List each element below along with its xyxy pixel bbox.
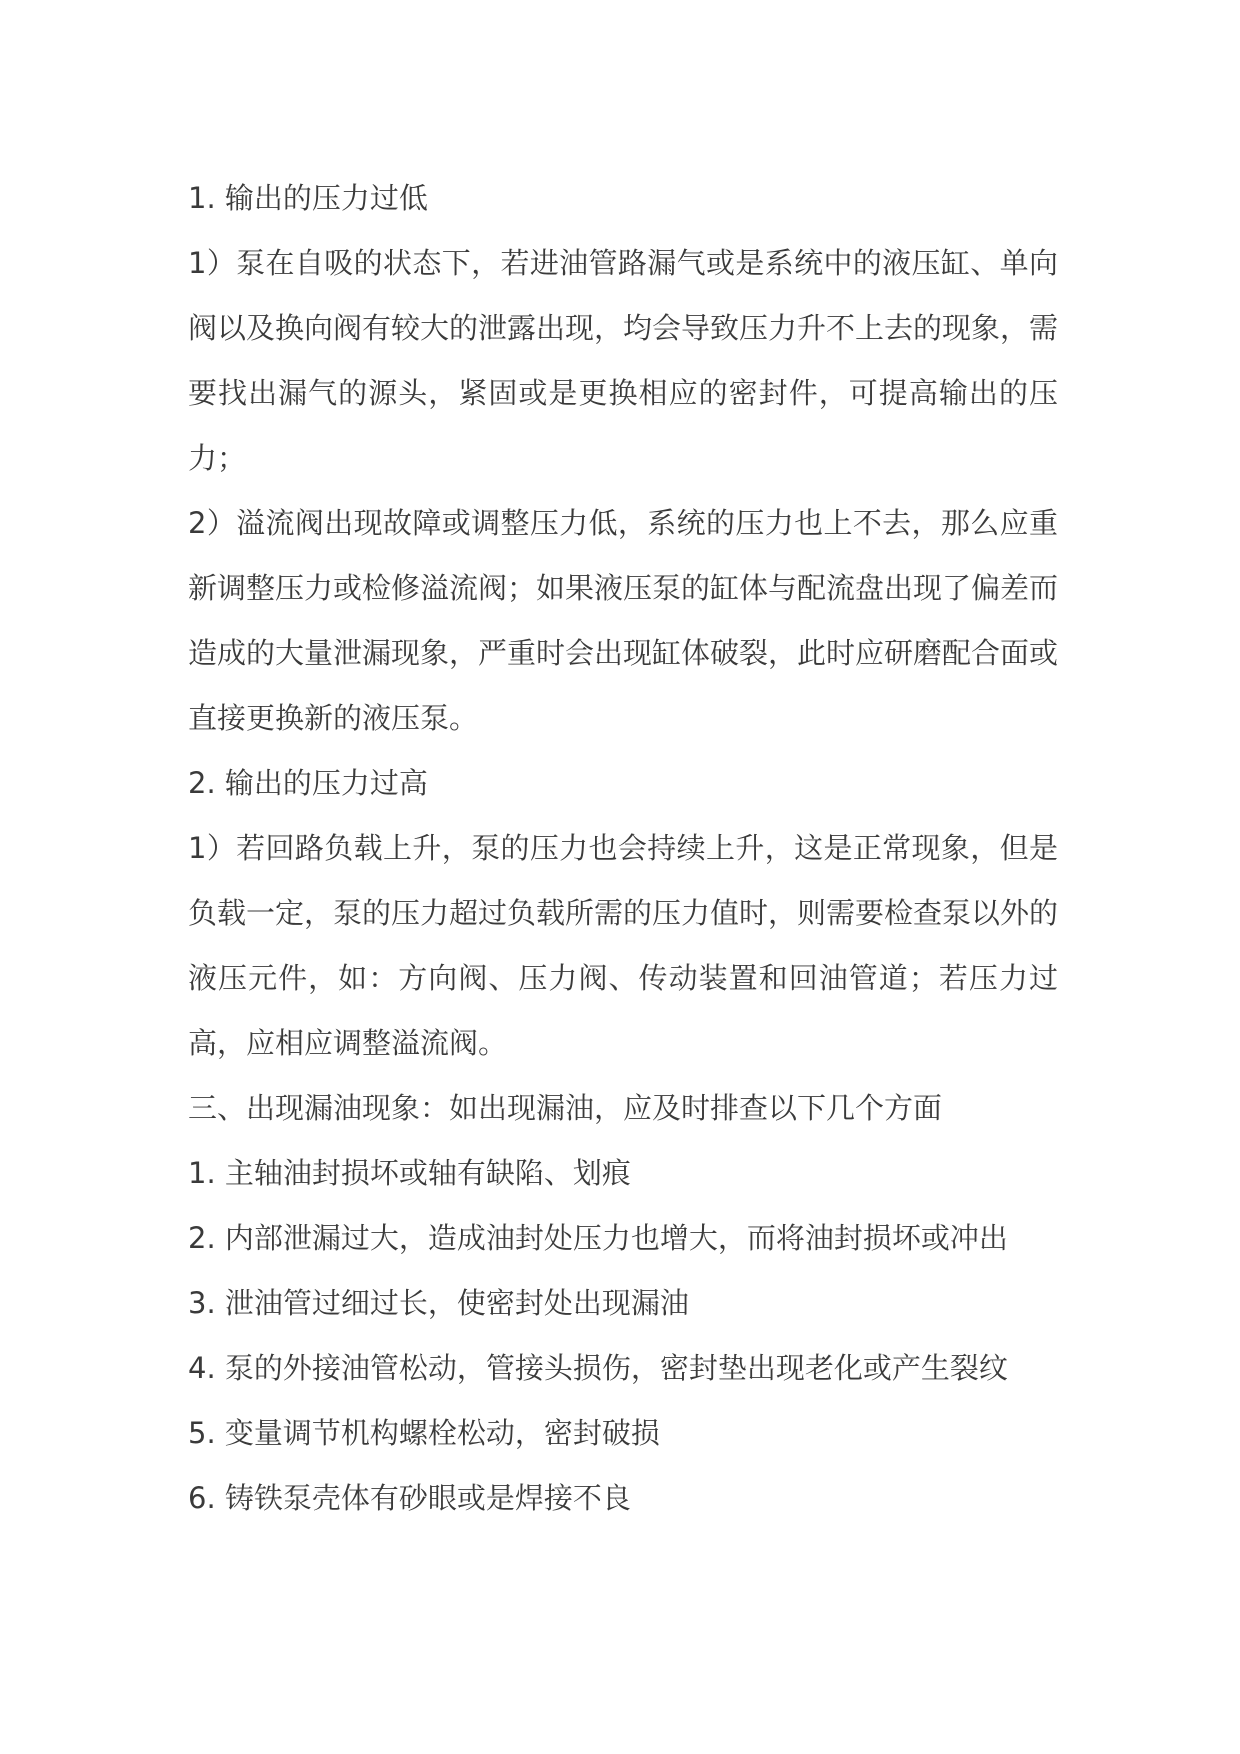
paragraph-low-pressure-cause-1: 1）泵在自吸的状态下，若进油管路漏气或是系统中的液压缸、单向阀以及换向阀有较大的泄露出现，均会导致压力升不上去的现象，需要找出漏气的源头，紧固或是更换相应的密封件，可提高输出的压力； [188,246,1059,475]
list-item-leak-6: 6. 铸铁泵壳体有砂眼或是焊接不良 [188,1481,631,1515]
paragraph-high-pressure-cause-1: 1）若回路负载上升，泵的压力也会持续上升，这是正常现象，但是负载一定，泵的压力超过负载所需的压力值时，则需要检查泵以外的液压元件，如：方向阀、压力阀、传动装置和回油管道；若压力过高，应相应调整溢流阀。 [188,831,1059,1060]
list-item-leak-3: 3. 泄油管过细过长，使密封处出现漏油 [188,1286,689,1320]
document-body [188,166,1058,1531]
list-item-leak-2: 2. 内部泄漏过大，造成油封处压力也增大，而将油封损坏或冲出 [188,1221,1008,1255]
list-item-leak-1: 1. 主轴油封损坏或轴有缺陷、划痕 [188,1156,631,1190]
list-item-leak-4: 4. 泵的外接油管松动，管接头损伤，密封垫出现老化或产生裂纹 [188,1351,1008,1385]
heading-output-pressure-low: 1. 输出的压力过低 [188,181,428,215]
heading-output-pressure-high: 2. 输出的压力过高 [188,766,428,800]
heading-oil-leakage: 三、出现漏油现象：如出现漏油，应及时排查以下几个方面 [188,1091,943,1125]
paragraph-low-pressure-cause-2: 2）溢流阀出现故障或调整压力低，系统的压力也上不去，那么应重新调整压力或检修溢流阀；如果液压泵的缸体与配流盘出现了偏差而造成的大量泄漏现象，严重时会出现缸体破裂，此时应研磨配合面或直接更换新的液压泵。 [188,506,1059,735]
list-item-leak-5: 5. 变量调节机构螺栓松动，密封破损 [188,1416,660,1450]
